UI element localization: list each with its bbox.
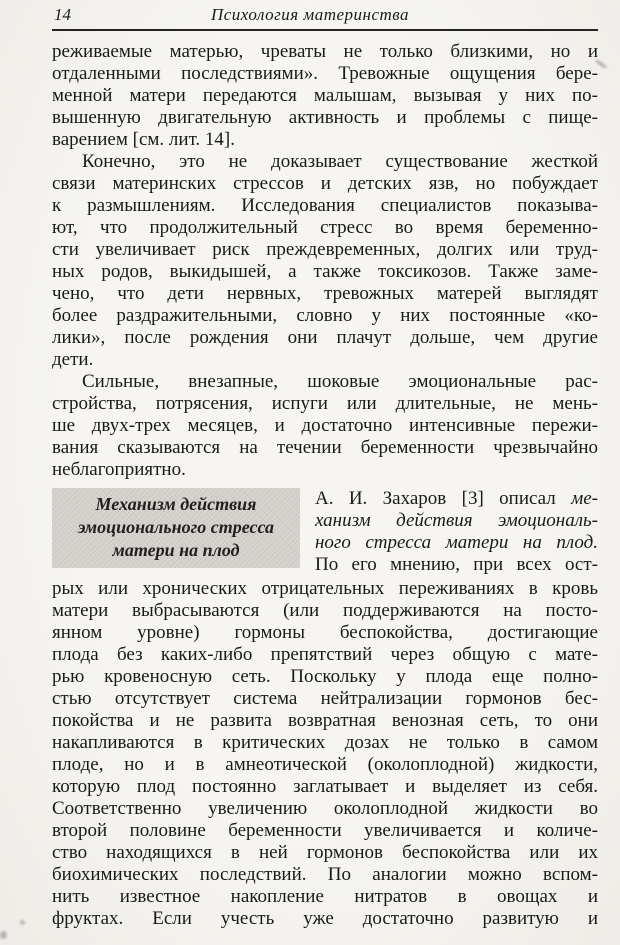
text-line: стью отсутствует система нейтрализации гормонов бес-	[52, 688, 598, 709]
text-line: лики», после рождения они плачут дольше, чем другие	[52, 327, 598, 348]
text-line: ше двух-трех месяцев, и достаточно интенсивные пережи-	[52, 415, 598, 436]
text-line: биохимических последствий. По аналогии можно вспом-	[52, 864, 598, 885]
text-line: которую плод постоянно заглатывает и выделяет из себя.	[52, 776, 598, 797]
scan-speckle	[0, 931, 7, 939]
text-line: Конечно, это не доказывает существование жесткой	[82, 151, 598, 172]
section-heading-line: эмоционального стресса	[78, 517, 274, 537]
text-line: реживаемые матерью, чреваты не только близкими, но и	[52, 41, 598, 62]
text-line: ных родов, выкидышей, а также токсикозов. Также заме-	[52, 261, 598, 282]
text-line: отдаленными последствиями». Тревожные ощущения бере-	[52, 63, 598, 84]
text-line: дети.	[52, 349, 94, 370]
text-line: плода без каких-либо препятствий через общую с мате-	[52, 644, 598, 665]
text-line: варением [см. лит. 14].	[52, 129, 236, 150]
text-line: янном уровне) гормоны беспокойства, достигающие	[52, 622, 598, 643]
text-line: ханизм действия эмоциональ-	[315, 510, 598, 531]
text-line: связи материнских стрессов и детских язв, но побуждает	[52, 173, 598, 194]
text-line: рью кровеносную сеть. Поскольку у плода еще полно-	[52, 666, 598, 687]
page-header	[52, 5, 598, 31]
section-heading-line: Механизм действия	[95, 494, 257, 514]
text-line: рых или хронических отрицательных переживаниях в кровь	[52, 578, 598, 599]
text-line: фруктах. Если учесть уже достаточно развитую и	[52, 908, 598, 929]
text-line	[315, 488, 598, 510]
text-column	[315, 488, 598, 576]
text-line: ют, что продолжительный стресс во время беременно-	[52, 217, 598, 238]
section-heading-line: матери на плод	[112, 540, 240, 560]
text-run: А. И. Захаров [3] описал	[315, 488, 572, 509]
text-line: к размышлениям. Исследования специалистов показыва-	[52, 195, 598, 216]
text-line: матери выбрасываются (или поддерживаются на посто-	[52, 600, 598, 621]
scan-speckle	[20, 920, 25, 925]
text-line: ство находящихся в ней гормонов беспокойства или их	[52, 842, 598, 863]
text-line: стройства, потрясения, испуги или длительные, не мень-	[52, 393, 598, 414]
text-line: нить известное накопление нитратов в овощах и	[52, 886, 598, 907]
text-line: Сильные, внезапные, шоковые эмоциональные рас-	[82, 371, 598, 392]
text-line: ного стресса матери на плод.	[315, 532, 598, 553]
text-line: Соответственно увеличению околоплодной жидкости во	[52, 798, 598, 819]
text-line: менной матери передаются малышам, вызывая у них по-	[52, 85, 598, 106]
text-line: вания сказываются на течении беременности чрезвычайно	[52, 437, 598, 458]
text-run-italic: ме-	[571, 488, 598, 509]
running-title: Психология материнства	[210, 5, 410, 24]
text-line: вышенную двигательную активность и проблемы с пище-	[52, 107, 598, 128]
page-body	[52, 41, 598, 930]
text-line: второй половине беременности увеличивается и количе-	[52, 820, 598, 841]
text-line: сти увеличивает риск преждевременных, долгих или труд-	[52, 239, 598, 260]
text-line: более раздражительными, словно у них постоянные «ко-	[52, 305, 598, 326]
text-line: По его мнению, при всех ост-	[315, 554, 598, 575]
section-heading-box	[52, 488, 300, 568]
text-line: покойства и не развита возвратная венозная сеть, то они	[52, 710, 598, 731]
section-row	[52, 488, 598, 576]
text-line: неблагоприятно.	[52, 459, 186, 480]
text-line: чено, что дети нервных, тревожных матерей выглядят	[52, 283, 598, 304]
text-line: плоде, но и в амнеотической (околоплодной) жидкости,	[52, 754, 598, 775]
page-number: 14	[54, 5, 71, 24]
text-line: накапливаются в критических дозах не только в самом	[52, 732, 598, 753]
